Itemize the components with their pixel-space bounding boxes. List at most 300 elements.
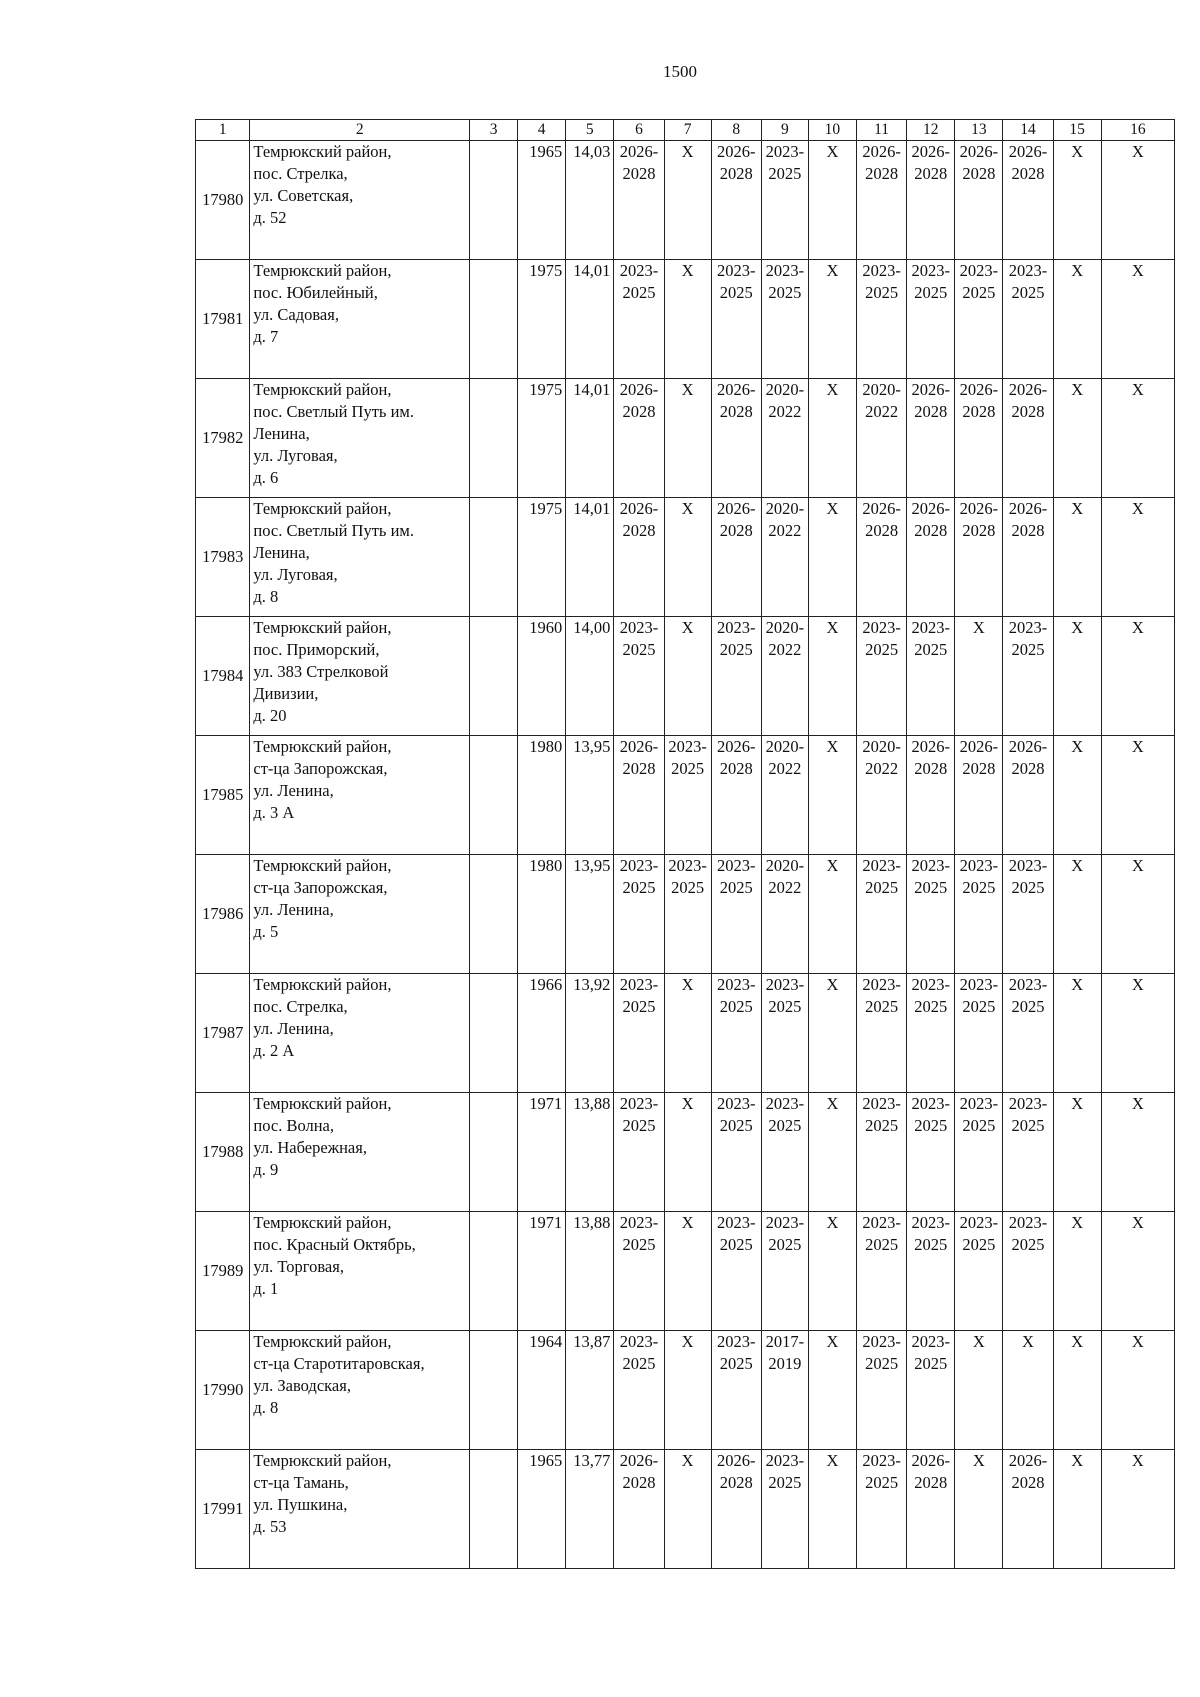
period-line: 2023- (911, 261, 950, 280)
address-line: д. 5 (253, 922, 279, 941)
address-line: ул. 383 Стрелковой (253, 662, 389, 681)
period-line: Х (1071, 1332, 1084, 1351)
period-cell-col-13 (955, 855, 1003, 974)
period-cell-col-8 (711, 736, 761, 855)
address-line: Темрюкский район, (253, 856, 392, 875)
period-cell-col-9 (761, 379, 808, 498)
value-cell: 13,87 (566, 1331, 614, 1450)
period-cell-col-10 (808, 617, 856, 736)
period-line: 2026- (1008, 380, 1048, 399)
period-line: 2022 (865, 402, 899, 421)
period-cell-col-15 (1053, 379, 1101, 498)
period-line: Х (826, 380, 839, 399)
period-cell-col-12 (907, 736, 955, 855)
period-line: Х (826, 1213, 839, 1232)
period-cell-col-13 (955, 498, 1003, 617)
period-line: 2028 (1011, 164, 1045, 183)
period-line: 2023- (619, 975, 659, 994)
address-line: ул. Заводская, (253, 1376, 351, 1395)
period-line: Х (826, 261, 839, 280)
period-line: 2025 (865, 640, 899, 659)
period-cell-col-14 (1003, 974, 1053, 1093)
period-line: 2025 (1011, 1235, 1045, 1254)
column-header-1: 1 (196, 120, 250, 141)
period-line: 2025 (768, 1116, 802, 1135)
address-line: д. 9 (253, 1160, 279, 1179)
period-line: 2026- (911, 380, 950, 399)
period-cell-col-15 (1053, 1093, 1101, 1212)
period-cell-col-12 (907, 260, 955, 379)
period-line: Х (972, 1451, 985, 1470)
column-3-cell (470, 855, 518, 974)
column-3-cell (470, 1450, 518, 1569)
period-line: 2026- (911, 142, 950, 161)
address-line: Темрюкский район, (253, 618, 392, 637)
row-number: 17991 (196, 1450, 250, 1569)
table-row (196, 736, 1175, 855)
period-line: 2028 (1011, 402, 1045, 421)
period-cell-col-11 (856, 1450, 906, 1569)
period-cell-col-8 (711, 379, 761, 498)
period-line: 2019 (768, 1354, 802, 1373)
column-header-12: 12 (907, 120, 955, 141)
period-line: 2023- (959, 261, 999, 280)
period-line: Х (1071, 1451, 1084, 1470)
period-line: Х (681, 1213, 694, 1232)
period-cell-col-7 (664, 974, 711, 1093)
period-line: Х (1071, 856, 1084, 875)
period-line: 2028 (962, 164, 996, 183)
period-cell-col-7 (664, 141, 711, 260)
page-number: 1500 (663, 62, 697, 81)
address-line: ст-ца Старотитаровская, (253, 1354, 425, 1373)
period-cell-col-6 (614, 1212, 664, 1331)
period-line: Х (681, 618, 694, 637)
column-3-cell (470, 1093, 518, 1212)
period-line: 2026- (959, 737, 999, 756)
period-line: 2026- (959, 380, 999, 399)
period-line: 2026- (1008, 1451, 1048, 1470)
address-line: д. 1 (253, 1279, 279, 1298)
period-cell-col-8 (711, 1093, 761, 1212)
period-cell-col-16 (1101, 1331, 1174, 1450)
period-line: 2025 (865, 283, 899, 302)
address-line: Темрюкский район, (253, 499, 392, 518)
column-3-cell (470, 736, 518, 855)
table-row (196, 379, 1175, 498)
period-line: 2023- (1008, 975, 1048, 994)
period-cell-col-7 (664, 1450, 711, 1569)
period-cell-col-13 (955, 141, 1003, 260)
period-line: 2026- (1008, 737, 1048, 756)
address-line: ст-ца Тамань, (253, 1473, 349, 1492)
value-cell: 13,77 (566, 1450, 614, 1569)
column-3-cell (470, 498, 518, 617)
period-cell-col-7 (664, 498, 711, 617)
period-line: 2020- (862, 380, 901, 399)
address-line: Темрюкский район, (253, 261, 392, 280)
period-cell-col-9 (761, 141, 808, 260)
period-line: 2026- (619, 380, 659, 399)
period-cell-col-10 (808, 141, 856, 260)
address-line: д. 8 (253, 1398, 279, 1417)
period-cell-col-6 (614, 974, 664, 1093)
period-cell-col-12 (907, 1450, 955, 1569)
period-line: 2022 (768, 402, 802, 421)
period-line: Х (826, 618, 839, 637)
period-cell-col-9 (761, 1331, 808, 1450)
period-cell-col-8 (711, 141, 761, 260)
period-line: 2023- (959, 1213, 999, 1232)
period-line: 2025 (962, 283, 996, 302)
period-cell-col-15 (1053, 617, 1101, 736)
period-line: 2025 (719, 640, 753, 659)
period-line: 2026- (716, 142, 756, 161)
period-cell-col-9 (761, 260, 808, 379)
period-cell-col-8 (711, 1331, 761, 1450)
address-line: д. 2 А (253, 1041, 295, 1060)
period-cell-col-13 (955, 1093, 1003, 1212)
year-cell: 1964 (518, 1331, 566, 1450)
period-line: 2025 (1011, 878, 1045, 897)
period-line: Х (1131, 856, 1144, 875)
period-cell-col-14 (1003, 1450, 1053, 1569)
period-cell-col-11 (856, 1093, 906, 1212)
address-cell (250, 260, 470, 379)
period-line: 2023- (716, 1332, 756, 1351)
column-header-10: 10 (808, 120, 856, 141)
period-line: 2028 (865, 521, 899, 540)
period-cell-col-15 (1053, 736, 1101, 855)
period-line: Х (1131, 261, 1144, 280)
value-cell: 13,95 (566, 855, 614, 974)
table-row (196, 617, 1175, 736)
period-cell-col-6 (614, 260, 664, 379)
period-cell-col-10 (808, 1093, 856, 1212)
year-cell: 1975 (518, 379, 566, 498)
row-number: 17985 (196, 736, 250, 855)
period-cell-col-16 (1101, 1450, 1174, 1569)
address-cell (250, 1093, 470, 1212)
period-line: 2026- (619, 499, 659, 518)
period-line: 2023- (668, 856, 707, 875)
period-line: 2028 (719, 402, 753, 421)
address-line: Дивизии, (253, 684, 319, 703)
address-line: ул. Советская, (253, 186, 354, 205)
period-cell-col-16 (1101, 974, 1174, 1093)
period-line: 2025 (768, 283, 802, 302)
address-cell (250, 379, 470, 498)
period-cell-col-6 (614, 1331, 664, 1450)
address-cell (250, 855, 470, 974)
period-line: 2025 (962, 878, 996, 897)
address-line: пос. Светлый Путь им. (253, 402, 414, 421)
address-line: д. 3 А (253, 803, 295, 822)
period-cell-col-13 (955, 736, 1003, 855)
period-line: 2028 (914, 1473, 948, 1492)
period-line: Х (1071, 1213, 1084, 1232)
year-cell: 1971 (518, 1093, 566, 1212)
address-line: Темрюкский район, (253, 142, 392, 161)
period-line: 2022 (768, 640, 802, 659)
period-cell-col-12 (907, 1331, 955, 1450)
period-line: 2026- (619, 1451, 659, 1470)
period-line: Х (1131, 1213, 1144, 1232)
period-cell-col-8 (711, 855, 761, 974)
period-cell-col-10 (808, 736, 856, 855)
period-line: 2025 (622, 1235, 656, 1254)
period-cell-col-14 (1003, 379, 1053, 498)
period-cell-col-11 (856, 1331, 906, 1450)
column-header-7: 7 (664, 120, 711, 141)
period-line: Х (826, 737, 839, 756)
period-line: Х (826, 142, 839, 161)
period-line: Х (681, 1094, 694, 1113)
period-line: Х (1071, 618, 1084, 637)
period-line: 2025 (914, 1235, 948, 1254)
period-line: 2025 (719, 1354, 753, 1373)
period-line: Х (826, 499, 839, 518)
period-cell-col-15 (1053, 260, 1101, 379)
period-line: 2025 (671, 759, 705, 778)
period-line: 2023- (765, 1213, 805, 1232)
period-cell-col-11 (856, 260, 906, 379)
address-line: д. 20 (253, 706, 287, 725)
period-line: Х (681, 1332, 694, 1351)
period-line: 2026- (959, 142, 999, 161)
period-line: 2022 (768, 759, 802, 778)
period-cell-col-16 (1101, 1212, 1174, 1331)
period-line: 2028 (914, 759, 948, 778)
period-cell-col-15 (1053, 1450, 1101, 1569)
year-cell: 1980 (518, 855, 566, 974)
period-line: 2023- (716, 618, 756, 637)
period-line: Х (1071, 261, 1084, 280)
period-line: 2025 (622, 640, 656, 659)
period-cell-col-7 (664, 1331, 711, 1450)
period-line: 2023- (911, 618, 950, 637)
period-cell-col-16 (1101, 141, 1174, 260)
period-cell-col-10 (808, 260, 856, 379)
column-3-cell (470, 379, 518, 498)
column-header-5: 5 (566, 120, 614, 141)
value-cell: 14,01 (566, 379, 614, 498)
period-line: 2028 (962, 759, 996, 778)
period-line: Х (1022, 1332, 1034, 1351)
row-number: 17989 (196, 1212, 250, 1331)
period-line: Х (1131, 142, 1144, 161)
period-line: Х (1131, 1332, 1144, 1351)
period-line: 2023- (862, 856, 901, 875)
address-line: пос. Красный Октябрь, (253, 1235, 416, 1254)
row-number: 17983 (196, 498, 250, 617)
period-line: 2025 (719, 283, 753, 302)
period-line: 2023- (1008, 618, 1048, 637)
period-cell-col-9 (761, 498, 808, 617)
period-line: Х (1131, 618, 1144, 637)
address-line: Темрюкский район, (253, 380, 392, 399)
period-cell-col-16 (1101, 1093, 1174, 1212)
column-header-4: 4 (518, 120, 566, 141)
period-cell-col-6 (614, 379, 664, 498)
period-line: 2023- (911, 1094, 950, 1113)
period-line: 2025 (865, 1235, 899, 1254)
period-line: 2023- (959, 975, 999, 994)
period-line: 2020- (862, 737, 901, 756)
period-line: 2028 (1011, 1473, 1045, 1492)
period-line: 2028 (962, 521, 996, 540)
period-cell-col-15 (1053, 1331, 1101, 1450)
period-cell-col-11 (856, 141, 906, 260)
period-line: 2020- (765, 856, 805, 875)
period-line: 2025 (865, 878, 899, 897)
period-cell-col-9 (761, 736, 808, 855)
address-line: Ленина, (253, 424, 310, 443)
period-cell-col-6 (614, 617, 664, 736)
period-line: 2025 (1011, 997, 1045, 1016)
period-cell-col-8 (711, 617, 761, 736)
address-line: ст-ца Запорожская, (253, 878, 388, 897)
period-cell-col-6 (614, 736, 664, 855)
period-cell-col-7 (664, 1212, 711, 1331)
period-line: 2017- (765, 1332, 805, 1351)
period-cell-col-9 (761, 1450, 808, 1569)
period-line: 2020- (765, 380, 805, 399)
period-line: Х (826, 1332, 839, 1351)
period-line: 2023- (862, 618, 901, 637)
period-line: 2028 (719, 164, 753, 183)
period-line: Х (681, 1451, 694, 1470)
address-line: Темрюкский район, (253, 1332, 392, 1351)
period-cell-col-16 (1101, 260, 1174, 379)
period-cell-col-14 (1003, 260, 1053, 379)
period-line: 2023- (716, 975, 756, 994)
value-cell: 14,01 (566, 498, 614, 617)
column-3-cell (470, 141, 518, 260)
period-cell-col-10 (808, 974, 856, 1093)
period-line: 2023- (716, 261, 756, 280)
period-line: 2026- (1008, 499, 1048, 518)
address-line: ст-ца Запорожская, (253, 759, 388, 778)
address-line: пос. Светлый Путь им. (253, 521, 414, 540)
period-cell-col-16 (1101, 498, 1174, 617)
period-line: 2028 (622, 759, 656, 778)
period-line: 2023- (911, 856, 950, 875)
period-line: 2028 (719, 521, 753, 540)
column-header-6: 6 (614, 120, 664, 141)
period-cell-col-13 (955, 1450, 1003, 1569)
period-cell-col-8 (711, 1212, 761, 1331)
period-line: 2020- (765, 737, 805, 756)
period-line: 2025 (914, 283, 948, 302)
period-line: 2026- (862, 142, 901, 161)
period-cell-col-15 (1053, 498, 1101, 617)
period-line: 2023- (765, 1451, 805, 1470)
period-line: 2020- (765, 618, 805, 637)
table-row (196, 498, 1175, 617)
value-cell: 13,88 (566, 1093, 614, 1212)
period-line: 2023- (619, 1213, 659, 1232)
address-line: пос. Стрелка, (253, 164, 348, 183)
period-line: 2022 (865, 759, 899, 778)
period-line: 2023- (765, 142, 805, 161)
period-cell-col-12 (907, 617, 955, 736)
period-line: 2025 (622, 997, 656, 1016)
period-line: Х (1071, 975, 1084, 994)
period-cell-col-14 (1003, 736, 1053, 855)
period-cell-col-11 (856, 379, 906, 498)
period-line: Х (1071, 499, 1084, 518)
column-header-13: 13 (955, 120, 1003, 141)
address-line: д. 52 (253, 208, 287, 227)
period-cell-col-7 (664, 855, 711, 974)
period-line: 2023- (716, 1213, 756, 1232)
period-line: Х (826, 1451, 839, 1470)
period-line: 2020- (765, 499, 805, 518)
period-line: Х (1071, 142, 1084, 161)
period-line: 2023- (765, 975, 805, 994)
period-cell-col-16 (1101, 617, 1174, 736)
row-number: 17988 (196, 1093, 250, 1212)
period-line: 2025 (962, 1116, 996, 1135)
period-line: 2026- (911, 499, 950, 518)
period-line: 2023- (716, 1094, 756, 1113)
row-number: 17981 (196, 260, 250, 379)
period-line: 2023- (1008, 1213, 1048, 1232)
table-row (196, 141, 1175, 260)
period-cell-col-7 (664, 736, 711, 855)
address-cell (250, 498, 470, 617)
column-header-2: 2 (250, 120, 470, 141)
address-line: ул. Луговая, (253, 446, 338, 465)
value-cell: 13,88 (566, 1212, 614, 1331)
period-line: 2023- (862, 1094, 901, 1113)
period-line: 2025 (962, 1235, 996, 1254)
address-cell (250, 617, 470, 736)
period-cell-col-11 (856, 855, 906, 974)
period-cell-col-12 (907, 1093, 955, 1212)
address-line: д. 7 (253, 327, 279, 346)
period-line: 2028 (865, 164, 899, 183)
address-cell (250, 1212, 470, 1331)
period-line: 2025 (865, 1473, 899, 1492)
period-line: Х (681, 261, 694, 280)
column-3-cell (470, 1212, 518, 1331)
period-cell-col-7 (664, 260, 711, 379)
period-line: Х (826, 856, 839, 875)
period-cell-col-10 (808, 1450, 856, 1569)
period-line: Х (972, 1332, 985, 1351)
period-line: 2026- (1008, 142, 1048, 161)
table-row (196, 974, 1175, 1093)
address-line: Темрюкский район, (253, 1213, 392, 1232)
period-cell-col-13 (955, 617, 1003, 736)
period-line: 2026- (959, 499, 999, 518)
period-cell-col-12 (907, 855, 955, 974)
period-line: 2022 (768, 521, 802, 540)
period-line: 2025 (1011, 283, 1045, 302)
period-line: 2025 (1011, 1116, 1045, 1135)
table-row (196, 855, 1175, 974)
period-line: 2025 (1011, 640, 1045, 659)
address-line: ул. Набережная, (253, 1138, 367, 1157)
address-line: ул. Пушкина, (253, 1495, 348, 1514)
period-line: Х (681, 142, 694, 161)
period-line: Х (681, 975, 694, 994)
data-table (195, 119, 1175, 1569)
period-line: 2023- (959, 856, 999, 875)
period-cell-col-6 (614, 1093, 664, 1212)
